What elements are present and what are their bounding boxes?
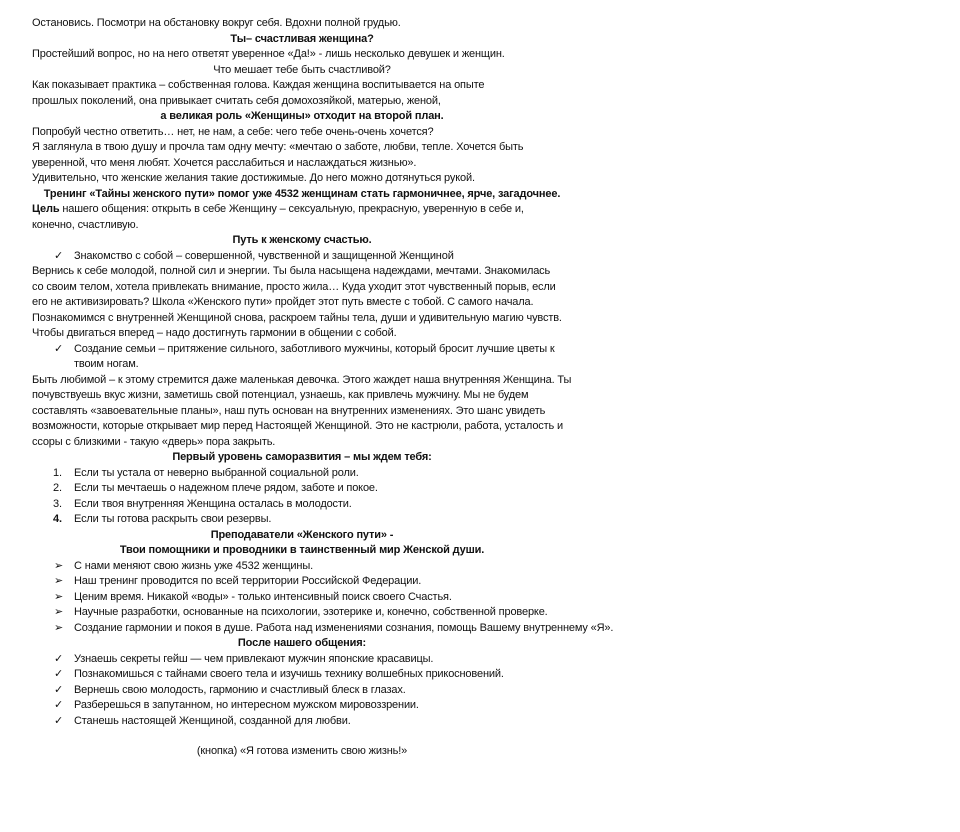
check-icon: ✓ <box>54 652 64 665</box>
heading-teachers: Преподаватели «Женского пути» - <box>210 528 394 541</box>
list-item <box>32 667 572 683</box>
list-number: 4. <box>53 513 62 525</box>
path-item-2 <box>32 342 564 373</box>
list-item-text: Наш тренинг проводится по всей территории Российской Федерации. <box>74 575 422 587</box>
heading-after: После нашего общения: <box>237 637 367 649</box>
list-item <box>32 466 572 482</box>
list-item <box>32 683 572 699</box>
list-item <box>32 605 594 621</box>
list-item-text: Если твоя внутренняя Женщина осталась в молодости. <box>74 497 352 510</box>
path-item-1 <box>32 249 572 265</box>
level-list <box>32 466 572 528</box>
check-icon: ✓ <box>54 683 64 696</box>
list-item-text: Если ты мечтаешь о надежном плече рядом, заботе и покое. <box>74 482 378 494</box>
list-item-text: Если ты устала от неверно выбранной социальной роли. <box>74 466 359 479</box>
list-item <box>32 497 572 513</box>
list-item <box>32 652 572 668</box>
list-item <box>32 559 572 575</box>
heading-training: Тренинг «Тайны женского пути» помог уже 4532 женщинам стать гармоничнее, ярче, загадочнее. <box>43 187 561 200</box>
intro-paragraph-dream: Я заглянула в твою душу и прочла там одну мечту: «мечтаю о заботе, любви, тепле. Хочется быть уверенной, что меня любят. Хочется расслабиться и наслаждаться жизнью». <box>32 141 524 169</box>
list-item-text: Создание гармонии и покоя в душе. Работа над изменениями сознания, помощь Вашему внутреннему «Я». <box>74 621 614 634</box>
path-paragraph-1: Вернись к себе молодой, полной сил и энергии. Ты была насыщена надеждами, мечтами. Знакомилась со своим телом, хотела привлекать внимание, просто жила… Куда уходит этот чувственный порыв, если его не активизировать? Школа «Женского пути» пройдет этот путь вместе с тобой. С самого начала. Познакомимся с внутренней Женщиной снова, раскроем тайны тела, души и удивительную магию чувств. Чтобы двигаться вперед – надо достигнуть гармонии в общении с собой. <box>32 265 562 339</box>
document-body <box>32 16 614 757</box>
goal-label: Цель <box>32 203 60 215</box>
check-icon: ✓ <box>54 668 64 680</box>
path-item-2-text: Создание семьи – притяжение сильного, заботливого мужчины, который бросит лучшие цветы к твоим ногам. <box>74 342 555 370</box>
arrow-bullet-icon: ➢ <box>54 590 64 603</box>
ready-to-change-button[interactable]: (кнопка) «Я готова изменить свою жизнь!» <box>32 745 572 757</box>
list-item <box>32 698 572 714</box>
intro-line-1: Остановись. Посмотри на обстановку вокруг себя. Вдохни полной грудью. <box>32 17 401 29</box>
path-item-1-text: Знакомство с собой – совершенной, чувственной и защищенной Женщиной <box>74 249 454 262</box>
heading-first-level: Первый уровень саморазвития – мы ждем тебя: <box>172 451 432 463</box>
heading-great-role: а великая роль «Женщины» отходит на второй план. <box>160 110 444 122</box>
list-item <box>32 590 572 606</box>
list-item <box>32 481 572 497</box>
list-item <box>32 714 572 730</box>
check-icon: ✓ <box>54 249 64 262</box>
arrow-bullet-icon: ➢ <box>54 606 64 618</box>
list-item <box>32 512 572 528</box>
intro-paragraph-practice: Как показывает практика – собственная голова. Каждая женщина воспитывается на опыте прошлых поколений, она привыкает считать себя домохозяйкой, матерью, женой, <box>32 79 485 107</box>
after-list <box>32 652 572 730</box>
intro-line-2: Простейший вопрос, но на него ответят уверенное «Да!» - лишь несколько девушек и женщин. <box>32 48 505 60</box>
list-number: 1. <box>53 466 62 479</box>
list-item <box>32 574 572 590</box>
check-icon: ✓ <box>54 342 64 355</box>
path-paragraph-2: Быть любимой – к этому стремится даже маленькая девочка. Этого жаждет наша внутренняя Женщина. Ты почувствуешь вкус жизни, заметишь свой потенциал, узнаешь, как привлечь мужчину. Мы не будем составлять «завоевательные планы», наш путь основан на внутренних изменениях. Это шанс увидеть возможности, которые открывает мир перед Настоящей Женщиной. Это не кастрюли, работа, усталость и ссоры с близкими - такую «дверь» пора закрыть. <box>32 373 572 448</box>
list-item-text: Ценим время. Никакой «воды» - только интенсивный поиск своего Счастья. <box>74 590 452 603</box>
list-item-text: Вернешь свою молодость, гармонию и счастливый блеск в глазах. <box>74 683 406 696</box>
list-item-text: Научные разработки, основанные на психологии, эзотерике и, конечно, собственной проверке. <box>74 606 548 618</box>
arrow-bullet-icon: ➢ <box>54 559 64 572</box>
heading-teachers-sub: Твои помощники и проводники в таинственный мир Женской души. <box>119 544 485 556</box>
list-number: 3. <box>53 497 62 510</box>
arrow-bullet-icon: ➢ <box>54 575 64 587</box>
list-item-text: Если ты готова раскрыть свои резервы. <box>74 513 272 525</box>
list-item-text: Разберешься в запутанном, но интересном мужском мировоззрении. <box>74 699 419 711</box>
heading-path: Путь к женскому счастью. <box>232 234 372 246</box>
goal-paragraph <box>32 202 567 233</box>
list-item-text: Познакомишься с тайнами своего тела и изучишь технику волшебных прикосновений. <box>74 668 504 680</box>
intro-line-7: Удивительно, что женские желания такие достижимые. До него можно дотянуться рукой. <box>32 172 475 184</box>
list-number: 2. <box>53 482 62 494</box>
check-icon: ✓ <box>54 699 64 711</box>
list-item-text: С нами меняют свою жизнь уже 4532 женщины. <box>74 559 313 572</box>
teachers-list <box>32 559 614 637</box>
list-item-text: Узнаешь секреты гейш — чем привлекают мужчин японские красавицы. <box>74 652 434 665</box>
list-item <box>32 621 614 637</box>
intro-line-5: Попробуй честно ответить… нет, не нам, а себе: чего тебе очень-очень хочется? <box>32 125 434 138</box>
list-item-text: Станешь настоящей Женщиной, созданной для любви. <box>74 714 351 727</box>
heading-happy-woman: Ты– счастливая женщина? <box>230 32 374 45</box>
arrow-bullet-icon: ➢ <box>54 621 64 634</box>
question-line: Что мешает тебе быть счастливой? <box>213 63 391 76</box>
goal-text: нашего общения: открыть в себе Женщину – сексуальную, прекрасную, уверенную в себе и, конечно, счастливую. <box>32 203 524 231</box>
check-icon: ✓ <box>54 714 64 727</box>
